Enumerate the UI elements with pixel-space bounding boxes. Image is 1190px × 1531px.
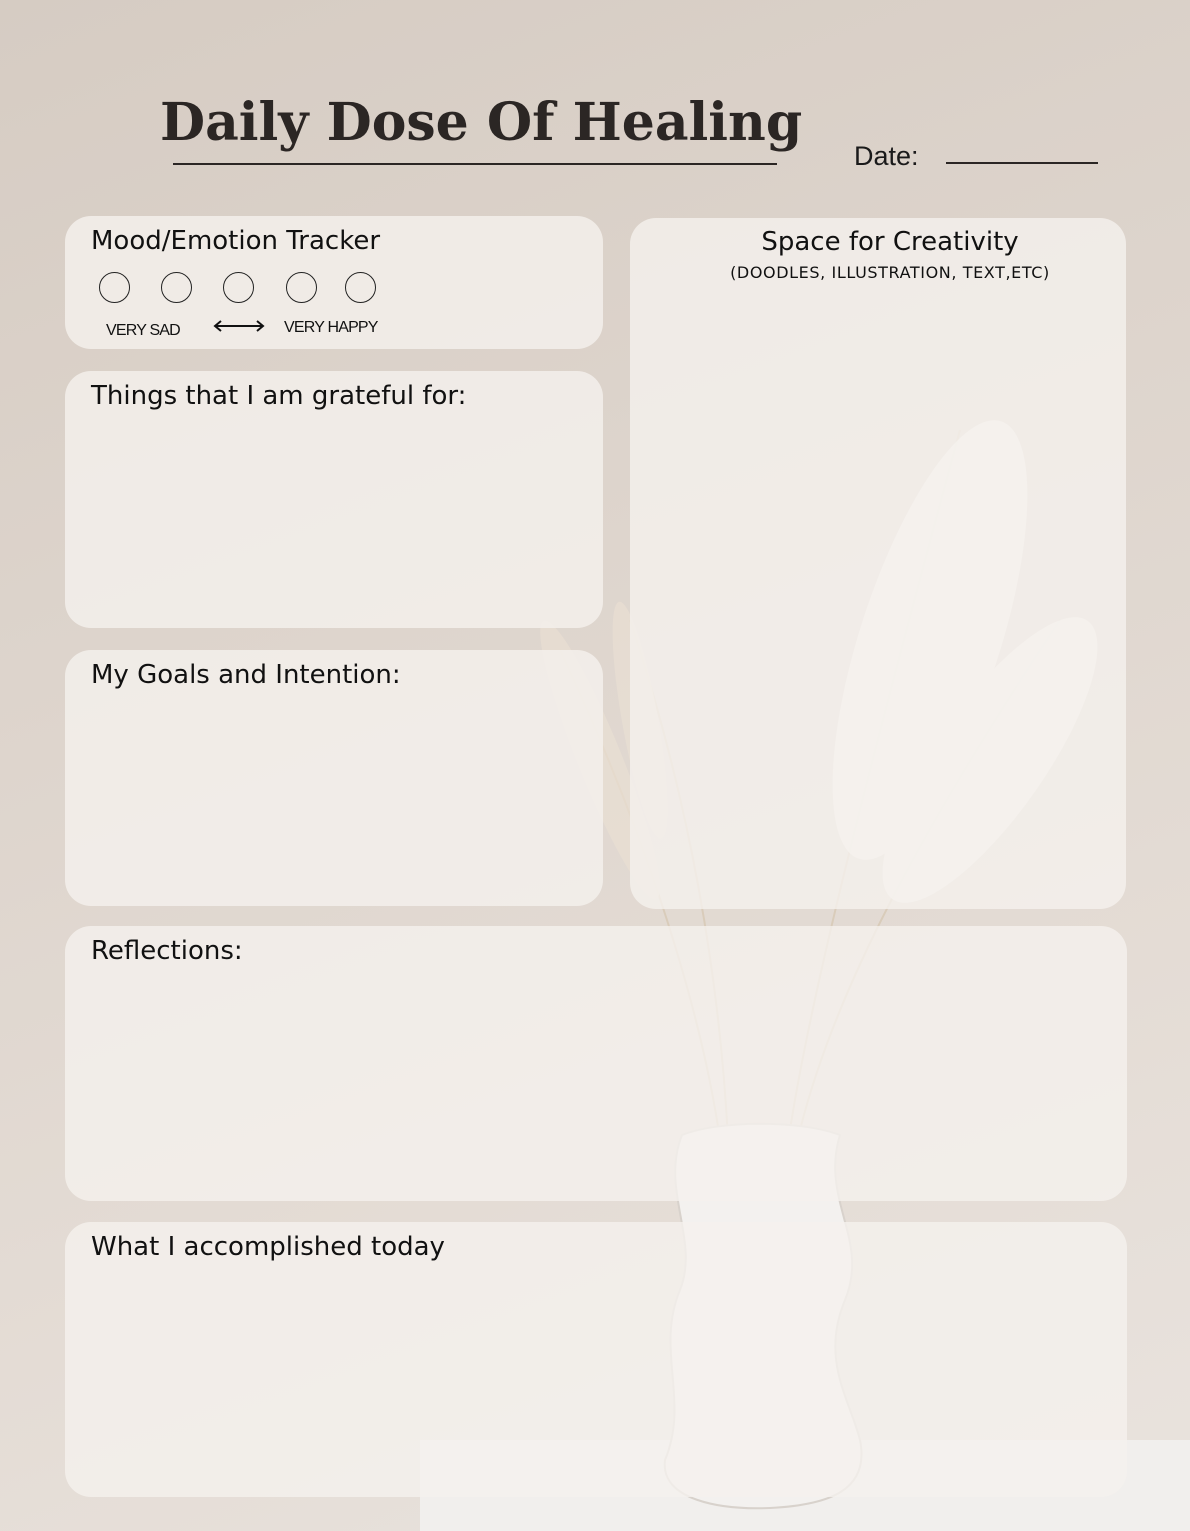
mood-option-2[interactable] (161, 272, 192, 303)
accomplishments-card[interactable] (65, 1222, 1127, 1497)
creativity-title: Space for Creativity (761, 227, 1019, 257)
creativity-subtitle: (DOODLES, ILLUSTRATION, TEXT,ETC) (730, 263, 1050, 282)
date-field-line[interactable] (946, 162, 1098, 164)
goals-label: My Goals and Intention: (91, 660, 401, 690)
goals-card[interactable] (65, 650, 603, 906)
mood-tracker-card (65, 216, 603, 349)
mood-option-4[interactable] (286, 272, 317, 303)
accomplishments-label: What I accomplished today (91, 1232, 445, 1262)
page-title: Daily Dose Of Healing (160, 92, 803, 153)
mood-option-3[interactable] (223, 272, 254, 303)
double-arrow-icon (212, 319, 266, 333)
gratitude-card[interactable] (65, 371, 603, 628)
very-sad-label: VERY SAD (106, 322, 180, 339)
title-underline (173, 163, 777, 165)
mood-option-1[interactable] (99, 272, 130, 303)
reflections-label: Reflections: (91, 936, 243, 966)
gratitude-label: Things that I am grateful for: (91, 381, 467, 411)
mood-tracker-label: Mood/Emotion Tracker (91, 226, 381, 256)
very-happy-label: VERY HAPPY (284, 319, 378, 336)
date-label: Date: (854, 141, 919, 171)
reflections-card[interactable] (65, 926, 1127, 1201)
creativity-card[interactable] (630, 218, 1126, 909)
mood-option-5[interactable] (345, 272, 376, 303)
